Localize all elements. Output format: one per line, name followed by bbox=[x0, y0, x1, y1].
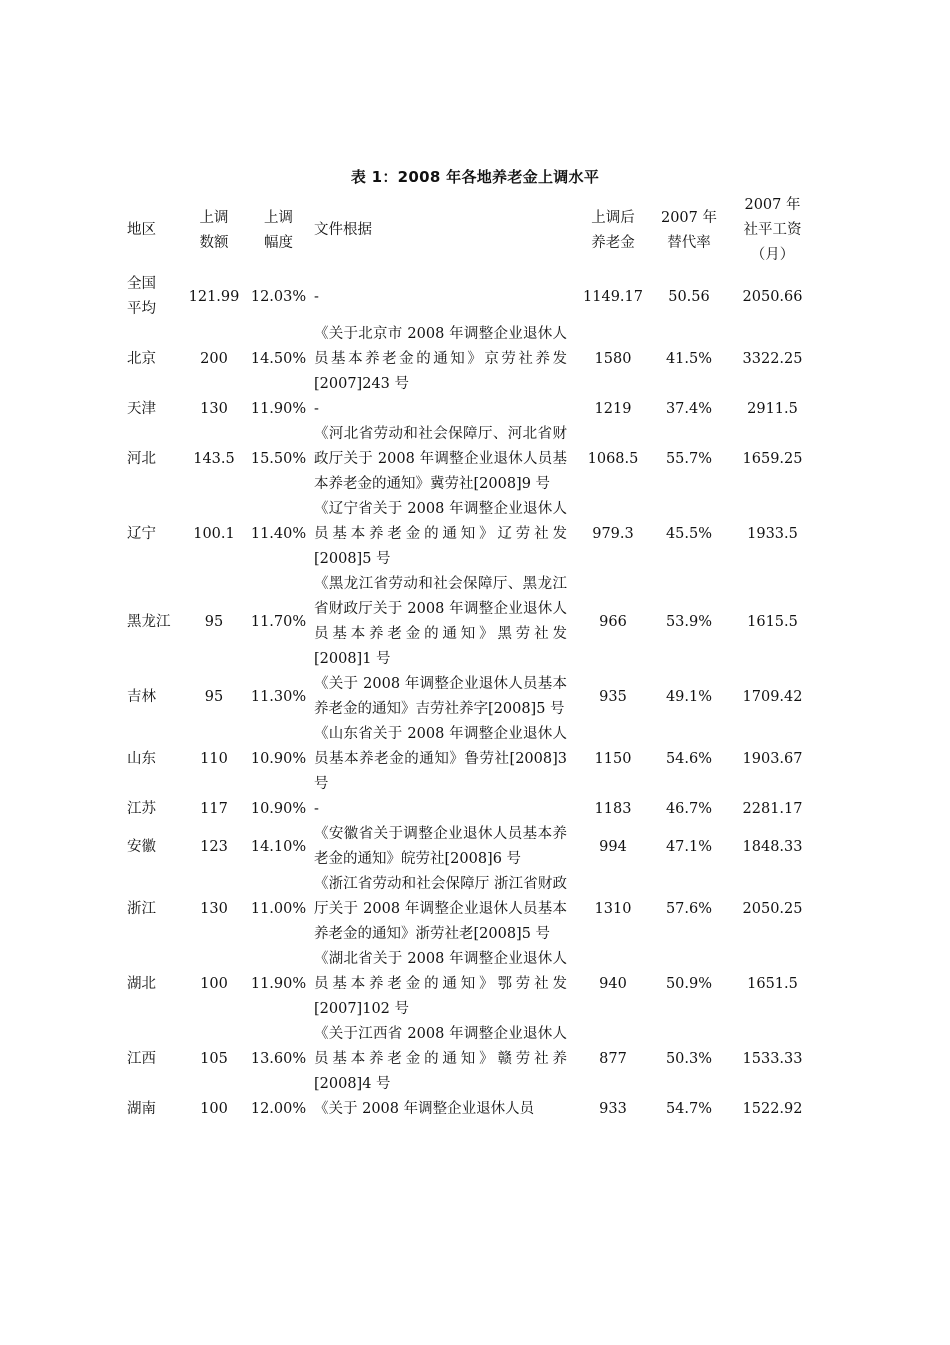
cell-rate: 11.90% bbox=[250, 976, 307, 992]
table-body bbox=[127, 272, 820, 1122]
cell-pension: 966 bbox=[599, 613, 627, 630]
cell-region: 全国 平均 bbox=[127, 276, 156, 317]
cell-amount: 130 bbox=[200, 901, 228, 917]
cell-region: 黑龙江 bbox=[127, 613, 171, 630]
cell-doc: 《辽宁省关于 2008 年调整企业退休人员基本养老金的通知》辽劳社发[2008]5 号 bbox=[314, 501, 567, 567]
cell-doc: - bbox=[314, 801, 319, 817]
cell-doc: 《山东省关于 2008 年调整企业退休人员基本养老金的通知》鲁劳社[2008]3 号 bbox=[314, 726, 567, 792]
cell-region: 河北 bbox=[127, 451, 156, 467]
cell-amount: 110 bbox=[200, 751, 228, 767]
table-row bbox=[127, 1097, 820, 1122]
cell-replacement: 45.5% bbox=[665, 526, 713, 542]
cell-pension: 994 bbox=[599, 838, 627, 855]
cell-amount: 121.99 bbox=[188, 288, 240, 305]
cell-doc: 《安徽省关于调整企业退休人员基本养老金的通知》皖劳社[2008]6 号 bbox=[314, 826, 567, 867]
cell-replacement: 53.9% bbox=[665, 613, 713, 630]
table-row bbox=[127, 572, 820, 672]
cell-region: 天津 bbox=[127, 401, 156, 417]
cell-wage: 1651.5 bbox=[747, 976, 798, 992]
cell-rate: 14.50% bbox=[250, 351, 307, 367]
cell-region: 江苏 bbox=[127, 801, 156, 817]
cell-region: 湖南 bbox=[127, 1101, 156, 1117]
cell-region: 北京 bbox=[127, 351, 156, 367]
cell-rate: 15.50% bbox=[250, 451, 307, 467]
cell-rate: 12.00% bbox=[250, 1101, 307, 1117]
cell-wage: 1533.33 bbox=[742, 1051, 803, 1067]
table-row bbox=[127, 672, 820, 722]
cell-rate: 12.03% bbox=[250, 288, 307, 305]
cell-wage: 1522.92 bbox=[742, 1101, 803, 1117]
cell-replacement: 50.9% bbox=[665, 976, 713, 992]
cell-rate: 10.90% bbox=[250, 751, 307, 767]
table-title: 表 1：2008 年各地养老金上调水平 bbox=[350, 168, 600, 186]
cell-wage: 2911.5 bbox=[747, 401, 798, 417]
cell-pension: 1183 bbox=[594, 801, 632, 817]
cell-doc: - bbox=[314, 401, 319, 417]
cell-replacement: 54.7% bbox=[665, 1101, 713, 1117]
cell-doc: 《浙江省劳动和社会保障厅 浙江省财政厅关于 2008 年调整企业退休人员基本养老金的通知》浙劳社老[2008]5 号 bbox=[314, 876, 567, 942]
cell-wage: 1615.5 bbox=[747, 613, 798, 630]
cell-pension: 935 bbox=[599, 688, 627, 705]
cell-replacement: 37.4% bbox=[665, 401, 713, 417]
cell-doc: 《关于 2008 年调整企业退休人员基本养老金的通知》吉劳社养字[2008]5 号 bbox=[314, 676, 567, 717]
cell-pension: 1219 bbox=[594, 401, 632, 417]
cell-rate: 11.40% bbox=[250, 526, 307, 542]
cell-doc: 《黑龙江省劳动和社会保障厅、黑龙江省财政厅关于 2008 年调整企业退休人员基本养老金的通知》黑劳社发[2008]1 号 bbox=[314, 576, 567, 667]
cell-amount: 105 bbox=[200, 1051, 228, 1067]
cell-amount: 100.1 bbox=[193, 526, 235, 542]
table-row bbox=[127, 1022, 820, 1097]
table-row bbox=[127, 397, 820, 422]
cell-wage: 2281.17 bbox=[742, 801, 803, 817]
table-row bbox=[127, 272, 820, 322]
table-row bbox=[127, 947, 820, 1022]
cell-wage: 1659.25 bbox=[742, 451, 803, 467]
cell-pension: 933 bbox=[599, 1101, 627, 1117]
cell-rate: 13.60% bbox=[250, 1051, 307, 1067]
cell-region: 安徽 bbox=[127, 838, 156, 855]
table-row bbox=[127, 797, 820, 822]
cell-region: 湖北 bbox=[127, 976, 156, 992]
cell-pension: 940 bbox=[599, 976, 627, 992]
cell-doc: 《关于 2008 年调整企业退休人员 bbox=[314, 1101, 535, 1117]
header-wage: 2007 年 社平工资 （月） bbox=[743, 197, 802, 263]
cell-wage: 1848.33 bbox=[742, 838, 803, 855]
cell-wage: 1903.67 bbox=[742, 751, 803, 767]
cell-wage: 2050.25 bbox=[742, 901, 803, 917]
cell-rate: 11.70% bbox=[250, 613, 307, 630]
header-pension: 上调后 养老金 bbox=[591, 209, 635, 251]
cell-rate: 11.00% bbox=[250, 901, 307, 917]
cell-pension: 1310 bbox=[594, 901, 632, 917]
cell-rate: 10.90% bbox=[250, 801, 307, 817]
header-region: 地区 bbox=[127, 222, 156, 238]
cell-wage: 1709.42 bbox=[742, 688, 803, 705]
cell-wage: 2050.66 bbox=[742, 288, 803, 305]
cell-doc: 《河北省劳动和社会保障厅、河北省财政厅关于 2008 年调整企业退休人员基本养老金的通知》冀劳社[2008]9 号 bbox=[314, 426, 567, 492]
cell-amount: 100 bbox=[200, 1101, 228, 1117]
cell-amount: 143.5 bbox=[193, 451, 235, 467]
cell-doc: 《关于江西省 2008 年调整企业退休人员基本养老金的通知》赣劳社养[2008]4 号 bbox=[314, 1026, 567, 1092]
cell-rate: 11.30% bbox=[250, 688, 307, 705]
cell-replacement: 57.6% bbox=[665, 901, 713, 917]
cell-replacement: 50.3% bbox=[665, 1051, 713, 1067]
header-amount: 上调 数额 bbox=[199, 209, 229, 251]
cell-amount: 117 bbox=[200, 801, 228, 817]
cell-doc: - bbox=[314, 288, 319, 305]
cell-region: 浙江 bbox=[127, 901, 156, 917]
cell-pension: 1068.5 bbox=[587, 451, 639, 467]
table-row bbox=[127, 422, 820, 497]
cell-replacement: 41.5% bbox=[665, 351, 713, 367]
cell-replacement: 47.1% bbox=[665, 838, 713, 855]
table-row bbox=[127, 497, 820, 572]
cell-replacement: 49.1% bbox=[665, 688, 713, 705]
cell-doc: 《湖北省关于 2008 年调整企业退休人员基本养老金的通知》鄂劳社发[2007]102 号 bbox=[314, 951, 567, 1017]
cell-replacement: 55.7% bbox=[665, 451, 713, 467]
cell-amount: 100 bbox=[200, 976, 228, 992]
cell-pension: 877 bbox=[599, 1051, 627, 1067]
table-row bbox=[127, 872, 820, 947]
cell-amount: 200 bbox=[200, 351, 228, 367]
table-row bbox=[127, 722, 820, 797]
header-replacement: 2007 年 替代率 bbox=[660, 209, 717, 251]
cell-pension: 1580 bbox=[594, 351, 632, 367]
cell-region: 辽宁 bbox=[127, 526, 156, 542]
cell-pension: 1150 bbox=[594, 751, 632, 767]
cell-region: 吉林 bbox=[127, 688, 156, 705]
cell-region: 江西 bbox=[127, 1051, 156, 1067]
table-header-row bbox=[127, 193, 820, 272]
cell-pension: 1149.17 bbox=[583, 288, 643, 305]
cell-wage: 1933.5 bbox=[747, 526, 798, 542]
cell-replacement: 54.6% bbox=[665, 751, 713, 767]
cell-replacement: 46.7% bbox=[665, 801, 713, 817]
cell-replacement: 50.56 bbox=[668, 288, 710, 305]
cell-region: 山东 bbox=[127, 751, 156, 767]
pension-table bbox=[127, 193, 820, 1122]
cell-amount: 123 bbox=[200, 838, 228, 855]
table-row bbox=[127, 822, 820, 872]
cell-wage: 3322.25 bbox=[742, 351, 803, 367]
cell-amount: 95 bbox=[204, 613, 224, 630]
cell-rate: 14.10% bbox=[250, 838, 307, 855]
cell-doc: 《关于北京市 2008 年调整企业退休人员基本养老金的通知》京劳社养发[2007]243 号 bbox=[314, 326, 567, 392]
cell-rate: 11.90% bbox=[250, 401, 307, 417]
cell-amount: 95 bbox=[204, 688, 224, 705]
cell-pension: 979.3 bbox=[592, 526, 634, 542]
table-row bbox=[127, 322, 820, 397]
header-rate: 上调 幅度 bbox=[264, 209, 293, 251]
header-doc: 文件根据 bbox=[314, 222, 372, 238]
cell-amount: 130 bbox=[200, 401, 228, 417]
